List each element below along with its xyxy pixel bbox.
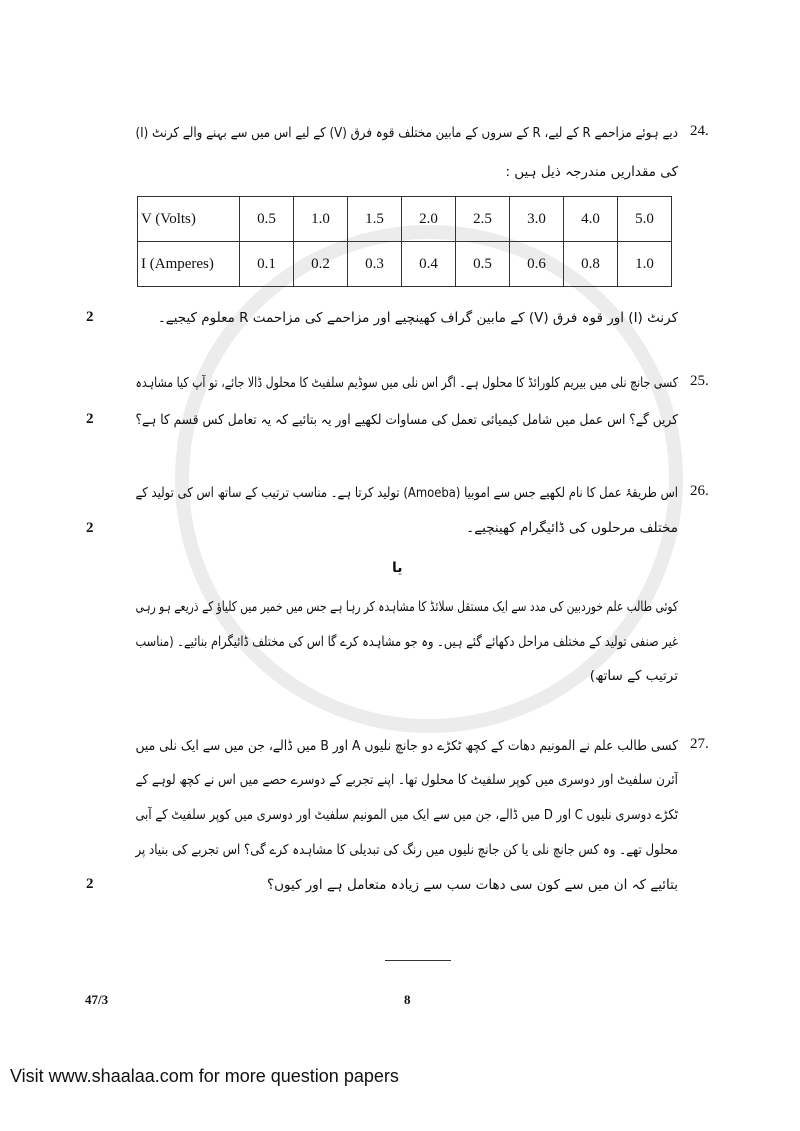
table-cell: 1.0 bbox=[294, 197, 348, 242]
question-number: 27. bbox=[690, 736, 709, 752]
table-cell: 0.4 bbox=[402, 242, 456, 287]
row-header: I (Amperes) bbox=[138, 242, 240, 287]
table-cell: 0.5 bbox=[456, 242, 510, 287]
question-text: غیر صنفی تولید کے مختلف مراحل دکھائے گئے ہیں۔ وہ جو مشاہدہ کرے گا اس کی مختلف ڈائیگرام بنائیے۔ (مناسب bbox=[135, 634, 679, 650]
question-text: کوئی طالب علم خوردبین کی مدد سے ایک مستقل سلائڈ کا مشاہدہ کر رہا ہے جس میں خمیر میں کلیاؤ کے ذریعے ہو رہی bbox=[135, 599, 679, 615]
table-cell: 5.0 bbox=[618, 197, 672, 242]
question-text: کریں گے؟ اس عمل میں شامل کیمیائی تعمل کی مساوات لکھیے اور یہ بتائیے کہ یہ تعامل کس قسم کا ہے؟ bbox=[135, 412, 679, 428]
question-text: کرنٹ (I) اور قوہ فرق (V) کے مابین گراف کھینچیے اور مزاحمے کی مزاحمت R معلوم کیجیے۔ bbox=[157, 310, 678, 326]
row-header: V (Volts) bbox=[138, 197, 240, 242]
question-text: ٹکڑے دوسری نلیوں C اور D میں ڈالے، جن میں سے ایک میں المونیم سلفیٹ اور دوسری میں کوپر سلفیٹ کے آبی bbox=[135, 807, 678, 823]
question-text: بتائیے کہ ان میں سے کون سی دھات سب سے زیادہ متعامل ہے اور کیوں؟ bbox=[266, 877, 678, 893]
question-text: دیے ہوئے مزاحمے R کے لیے، R کے سروں کے مابین مختلف قوہ فرق (V) کے لیے اس میں سے بہنے والے کرنٹ (I) bbox=[135, 125, 678, 141]
question-text: محلول تھے۔ وہ کس جانچ نلی یا کن جانچ نلیوں میں رنگ کی تبدیلی کا مشاہدہ کرے گی؟ اس تجربے کی بنیاد پر bbox=[135, 842, 679, 858]
table-cell: 0.5 bbox=[240, 197, 294, 242]
or-label: یا bbox=[392, 560, 403, 576]
question-text: ترتیب کے ساتھ) bbox=[589, 668, 678, 684]
table-cell: 1.5 bbox=[348, 197, 402, 242]
watermark-circle bbox=[135, 225, 683, 733]
table-cell: 3.0 bbox=[510, 197, 564, 242]
table-row bbox=[138, 197, 672, 242]
question-text: اس طریقۂ عمل کا نام لکھیے جس سے اموبیا (Amoeba) تولید کرتا ہے۔ مناسب ترتیب کے ساتھ اس کی تولید کے bbox=[135, 485, 678, 501]
voltage-current-table bbox=[137, 196, 672, 287]
question-text: کسی جانچ نلی میں بیریم کلورائڈ کا محلول ہے۔ اگر اس نلی میں سوڈیم سلفیٹ کا محلول ڈالا جائے، تو آپ کیا مشاہدہ bbox=[135, 375, 678, 391]
question-number: 25. bbox=[690, 373, 709, 389]
marks: 2 bbox=[86, 876, 94, 892]
question-text: مختلف مرحلوں کی ڈائیگرام کھینچیے۔ bbox=[466, 520, 678, 536]
paper-code: 47/3 bbox=[85, 992, 109, 1007]
table-row bbox=[138, 242, 672, 287]
separator bbox=[385, 960, 451, 961]
table-cell: 0.6 bbox=[510, 242, 564, 287]
page-number: 8 bbox=[404, 992, 411, 1007]
table-cell: 0.3 bbox=[348, 242, 402, 287]
table-cell: 2.5 bbox=[456, 197, 510, 242]
marks: 2 bbox=[86, 520, 94, 536]
question-text: کی مقداریں مندرجہ ذیل ہیں : bbox=[505, 164, 678, 180]
question-text: آئرن سلفیٹ اور دوسری میں کوپر سلفیٹ کا محلول تھا۔ اپنے تجربے کے دوسرے حصے میں اس نے کچھ لوہے کے bbox=[135, 772, 679, 788]
question-text: کسی طالب علم نے المونیم دھات کے کچھ ٹکڑے دو جانچ نلیوں A اور B میں ڈالے، جن میں سے ایک نلی میں bbox=[135, 738, 678, 754]
question-number: 26. bbox=[690, 483, 709, 499]
table-cell: 0.1 bbox=[240, 242, 294, 287]
question-number: 24. bbox=[690, 123, 709, 139]
table-cell: 1.0 bbox=[618, 242, 672, 287]
marks: 2 bbox=[86, 309, 94, 325]
table-cell: 4.0 bbox=[564, 197, 618, 242]
visit-link[interactable]: Visit www.shaalaa.com for more question papers bbox=[10, 1066, 399, 1086]
marks: 2 bbox=[86, 411, 94, 427]
table-cell: 0.2 bbox=[294, 242, 348, 287]
table-cell: 2.0 bbox=[402, 197, 456, 242]
table-cell: 0.8 bbox=[564, 242, 618, 287]
